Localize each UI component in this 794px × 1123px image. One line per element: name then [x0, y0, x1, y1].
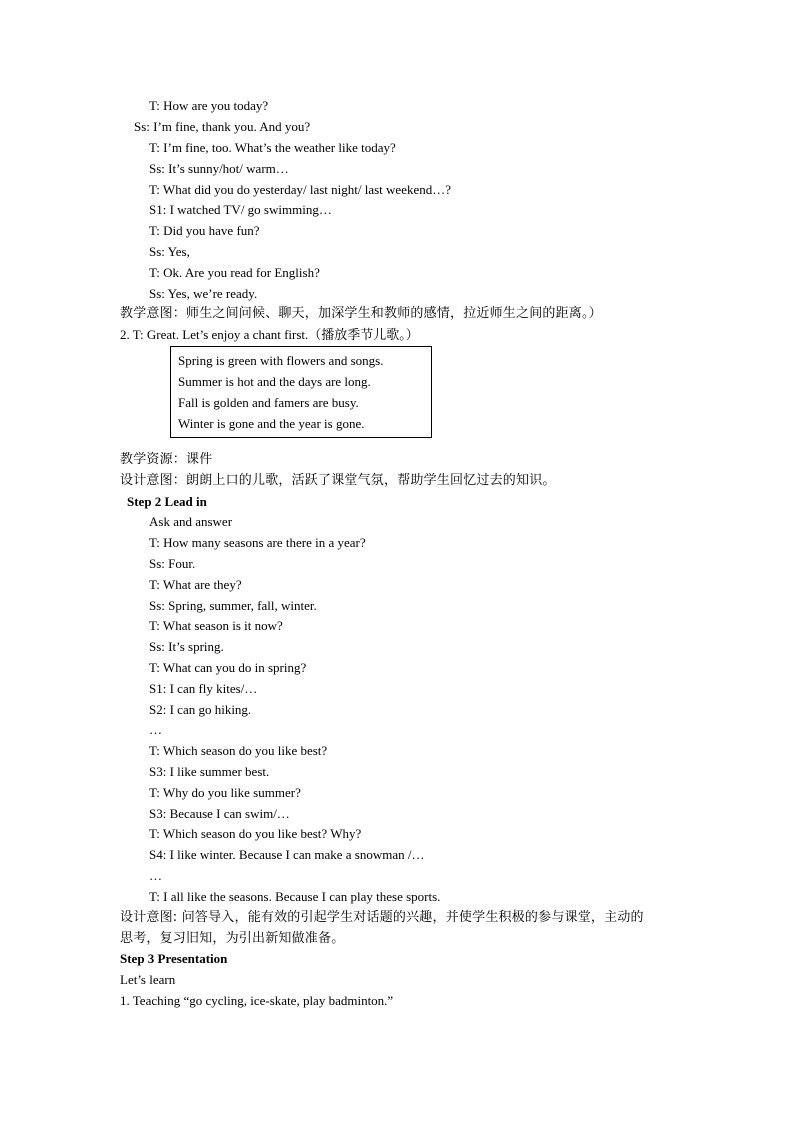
dialog-line: S4: I like winter. Because I can make a snowman /… [149, 847, 425, 862]
dialog-line: Ask and answer [149, 514, 233, 529]
chant-box [170, 346, 432, 438]
dialog-line: Ss: Four. [149, 556, 196, 571]
dialog-line: S3: Because I can swim/… [149, 806, 290, 821]
dialog-line: T: How are you today? [149, 98, 269, 113]
dialog-line: T: What did you do yesterday/ last night/ last weekend…? [149, 182, 452, 197]
dialog-line: T: I all like the seasons. Because I can play these sports. [149, 889, 441, 904]
dialog-line: … [149, 722, 162, 737]
dialog-line: T: Why do you like summer? [149, 785, 301, 800]
chant-line: Winter is gone and the year is gone. [178, 416, 365, 431]
design-note-cont: 思考，复习旧知，为引出新知做准备。 [120, 931, 345, 946]
dialog-line: S1: I watched TV/ go swimming… [149, 202, 332, 217]
dialog-line: T: How many seasons are there in a year? [149, 535, 366, 550]
dialog-line: T: What are they? [149, 577, 242, 592]
design-note: 设计意图：朗朗上口的儿歌，活跃了课堂气氛，帮助学生回忆过去的知识。 [120, 473, 556, 488]
dialog-line: T: Which season do you like best? [149, 743, 328, 758]
dialog-line: S3: I like summer best. [149, 764, 270, 779]
section-heading: Step 2 Lead in [127, 494, 207, 509]
dialog-line: T: Ok. Are you read for English? [149, 265, 320, 280]
dialog-line: T: What season is it now? [149, 618, 283, 633]
dialog-line: T: I’m fine, too. What’s the weather like today? [149, 140, 396, 155]
dialog-line: Ss: Yes, [149, 244, 190, 259]
section-heading: Step 3 Presentation [120, 951, 228, 966]
dialog-line: Ss: It’s sunny/hot/ warm… [149, 161, 289, 176]
chant-line: Fall is golden and famers are busy. [178, 395, 359, 410]
step-chant: 2. T: Great. Let’s enjoy a chant first.（播放季节儿歌。） [120, 327, 419, 342]
design-note: 设计意图: 问答导入，能有效的引起学生对话题的兴趣，并使学生积极的参与课堂，主动的 [120, 910, 644, 925]
dialog-line: Ss: Yes, we’re ready. [149, 286, 258, 301]
dialog-line: T: What can you do in spring? [149, 660, 307, 675]
dialog-line: … [149, 868, 162, 883]
dialog-line: Ss: I’m fine, thank you. And you? [134, 119, 311, 134]
teaching-resource: 教学资源：课件 [120, 452, 213, 467]
chant-line: Spring is green with flowers and songs. [178, 353, 384, 368]
dialog-line: S2: I can go hiking. [149, 702, 252, 717]
teaching-item: 1. Teaching “go cycling, ice-skate, play badminton.” [120, 993, 394, 1008]
subheading: Let’s learn [120, 972, 176, 987]
dialog-line: Ss: It’s spring. [149, 639, 224, 654]
dialog-line: Ss: Spring, summer, fall, winter. [149, 598, 317, 613]
design-note: 教学意图：师生之间问候、聊天，加深学生和教师的感情，拉近师生之间的距离。） [120, 306, 602, 321]
dialog-line: T: Which season do you like best? Why? [149, 826, 362, 841]
dialog-line: S1: I can fly kites/… [149, 681, 258, 696]
dialog-line: T: Did you have fun? [149, 223, 260, 238]
chant-line: Summer is hot and the days are long. [178, 374, 371, 389]
